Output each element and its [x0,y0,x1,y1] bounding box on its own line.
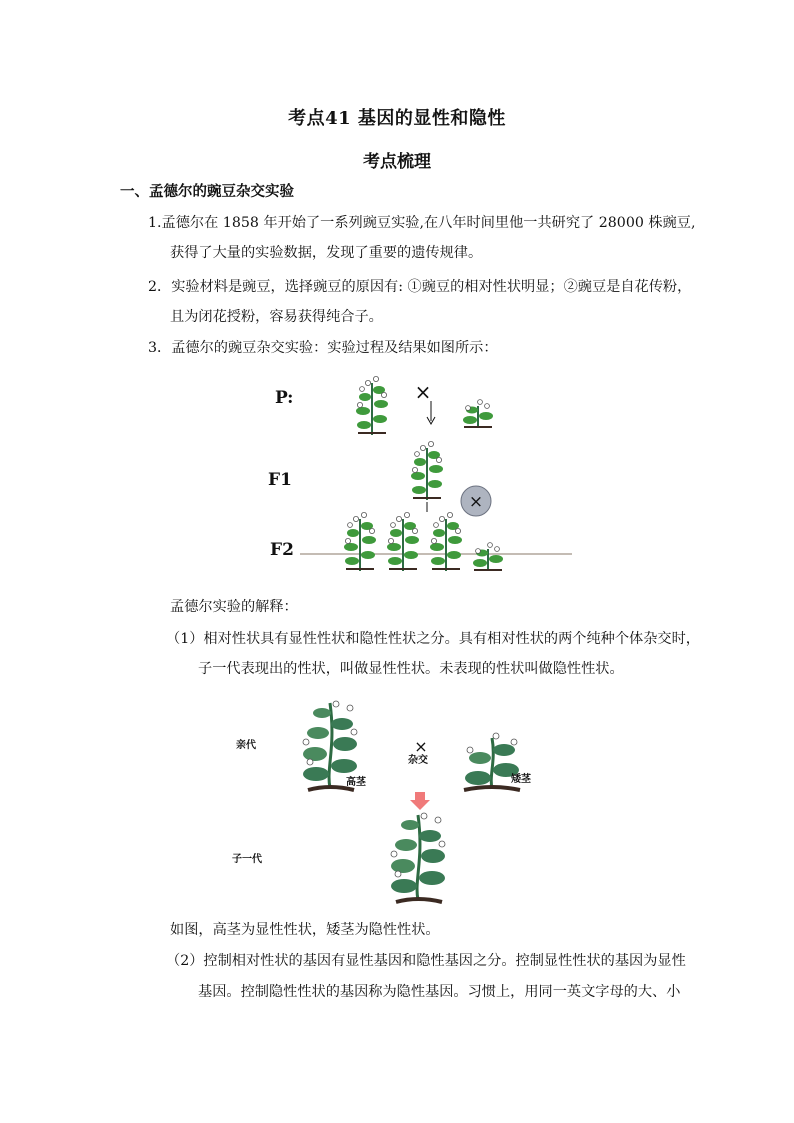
offspring-plant-icon [391,813,445,902]
figure-caption: 如图，高茎为显性性状，矮茎为隐性性状。 [170,922,440,938]
explanation-2-line-1: （2）控制相对性状的基因有显性基因和隐性基因之分。控制显性性状的基因为显性 [166,953,686,969]
generation-label-p: P: [275,388,294,408]
parent-generation-label: 亲代 [236,740,256,751]
f1-pea-plant-icon [411,441,443,500]
cross-label: 杂交 [408,755,428,766]
first-filial-generation-label: 子一代 [232,854,262,865]
generation-label-f2: F2 [270,540,294,560]
paragraph-1-line-1: 1.孟德尔在 1858 年开始了一系列豌豆实验,在八年时间里他一共研究了 28000 株豌豆, [148,215,696,231]
tall-short-cross-figure [228,690,548,905]
explanation-1-line-2: 子一代表现出的性状，叫做显性性状。未表现的性状叫做隐性性状。 [198,661,624,677]
short-stem-label: 矮茎 [511,774,531,785]
section-subtitle: 考点梳理 [363,152,431,172]
cross-symbol: × [414,380,432,404]
explanation-heading: 孟德尔实验的解释： [170,599,298,615]
generation-label-f1: F1 [268,470,292,490]
paragraph-2-line-1: 2．实验材料是豌豆，选择豌豆的原因有: ①豌豆的相对性状明显；②豌豆是自花传粉， [148,279,692,295]
paragraph-2-line-2: 且为闭花授粉，容易获得纯合子。 [170,309,383,325]
paragraph-3: 3．孟德尔的豌豆杂交实验：实验过程及结果如图所示： [148,340,498,356]
short-pea-plant-icon [463,400,493,428]
f2-tall-plant-3-icon [430,512,462,571]
f2-short-plant-icon [473,543,503,571]
f2-tall-plant-2-icon [387,512,419,571]
section-heading: 一、孟德尔的豌豆杂交实验 [120,183,294,200]
tall-stem-label: 高茎 [346,777,366,788]
paragraph-1-line-2: 获得了大量的实验数据，发现了重要的遗传规律。 [170,245,483,261]
cross-symbol-2: × [414,737,428,756]
svg-text:×: × [468,492,484,512]
cross-diagram-figure [260,365,580,580]
page-title: 考点41 基因的显性和隐性 [288,108,506,129]
tall-pea-plant-icon [356,376,388,435]
explanation-1-line-1: （1）相对性状具有显性性状和隐性性状之分。具有相对性状的两个纯种个体杂交时， [166,631,700,647]
explanation-2-line-2: 基因。控制隐性性状的基因称为隐性基因。习惯上，用同一英文字母的大、小 [198,984,681,1000]
down-arrow-pink-icon [410,792,430,810]
f2-tall-plant-1-icon [344,512,376,571]
